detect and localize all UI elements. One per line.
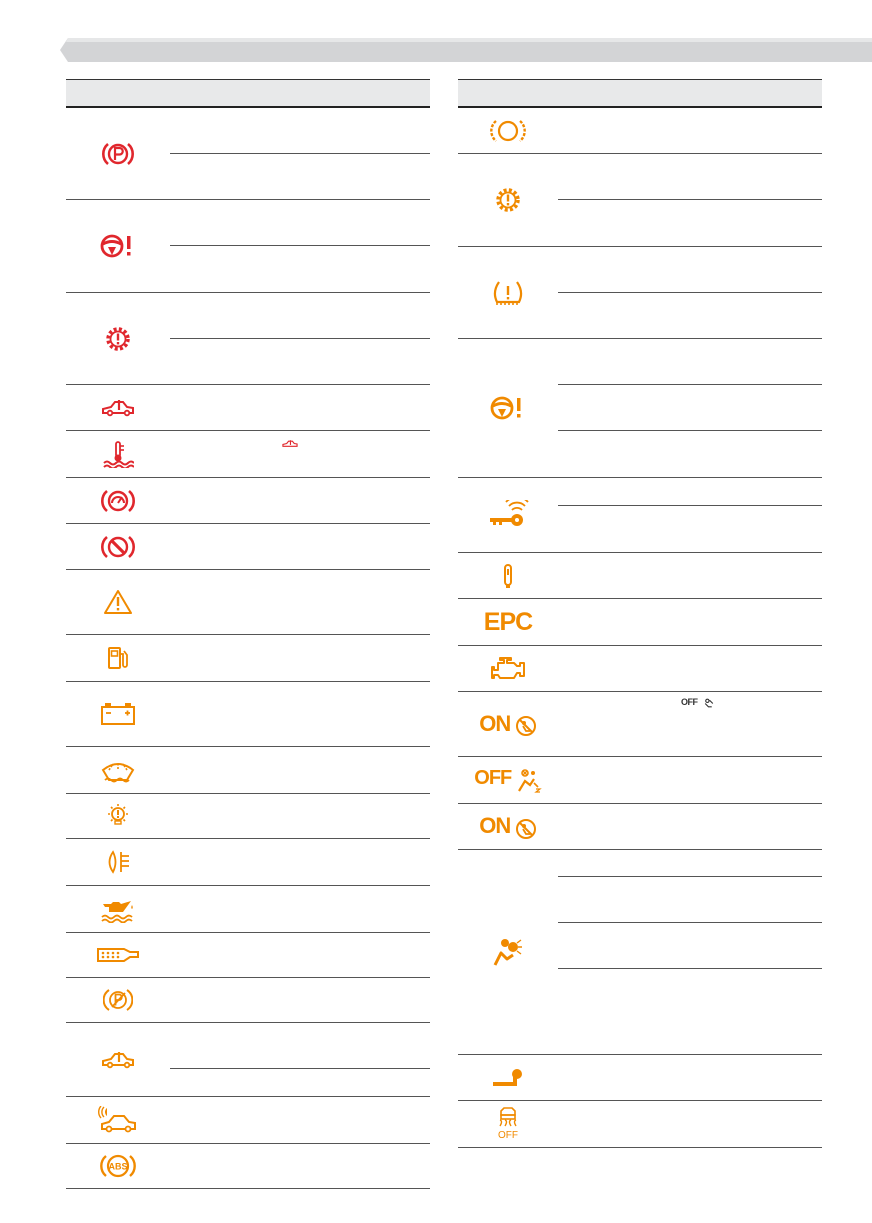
passenger-airbag-off-icon xyxy=(516,767,542,793)
table-row xyxy=(458,339,822,385)
abs-label: ABS xyxy=(108,1161,128,1172)
brake-pad-icon xyxy=(101,533,135,561)
icon-cell xyxy=(458,757,558,804)
icon-cell xyxy=(66,524,170,570)
icon-cell xyxy=(66,293,170,385)
passenger-airbag-off-small-label: OFF xyxy=(681,697,698,707)
passenger-airbag-on-label: ON xyxy=(479,813,511,839)
table-row xyxy=(458,154,822,200)
coolant-temperature-icon xyxy=(102,440,134,468)
icon-cell xyxy=(66,794,170,839)
table-row xyxy=(66,385,430,431)
door-open-icon xyxy=(101,398,135,418)
table-row xyxy=(66,1144,430,1189)
rear-fog-light-icon xyxy=(103,849,133,875)
passenger-airbag-on-icon xyxy=(515,715,537,737)
icon-cell xyxy=(458,692,558,757)
door-open-icon xyxy=(101,1050,135,1070)
table-row xyxy=(458,247,822,293)
icon-cell xyxy=(66,1144,170,1189)
table-row xyxy=(458,1101,822,1148)
passenger-airbag-on-label: ON xyxy=(479,710,511,736)
icon-cell xyxy=(66,682,170,747)
light-sensor-car-icon xyxy=(98,1106,138,1134)
passenger-airbag-off-small-icon xyxy=(703,698,715,708)
table-row xyxy=(458,646,822,692)
table-row xyxy=(458,553,822,599)
right-warning-table xyxy=(458,79,822,1148)
table-row xyxy=(458,692,822,757)
icon-cell xyxy=(458,1101,558,1148)
key-fob-icon xyxy=(502,562,514,590)
brake-wear-icon xyxy=(490,117,526,145)
icon-cell xyxy=(458,478,558,553)
icon-cell xyxy=(66,1023,170,1097)
gearbox-warning-icon xyxy=(494,186,522,214)
table-row xyxy=(66,431,430,478)
text-cell xyxy=(170,107,430,154)
table-row xyxy=(66,524,430,570)
table-row xyxy=(66,200,430,246)
icon-cell xyxy=(458,154,558,247)
esc-off-icon xyxy=(491,1107,525,1141)
table-row xyxy=(66,682,430,747)
left-warning-table xyxy=(66,79,430,1189)
steering-warning-icon xyxy=(98,233,138,259)
icon-cell xyxy=(66,747,170,794)
icon-cell xyxy=(66,200,170,293)
engine-check-icon xyxy=(489,656,527,682)
icon-cell xyxy=(66,478,170,524)
abs-icon xyxy=(100,1152,136,1180)
passenger-airbag-on-icon xyxy=(515,818,537,840)
icon-cell xyxy=(66,431,170,478)
icon-cell xyxy=(66,978,170,1023)
icon-cell xyxy=(66,886,170,933)
icon-cell xyxy=(458,850,558,1055)
fuel-pump-icon xyxy=(106,645,130,671)
icon-cell xyxy=(66,385,170,431)
icon-cell xyxy=(66,635,170,682)
icon-cell xyxy=(66,107,170,200)
table-row xyxy=(66,747,430,794)
tyre-pressure-icon xyxy=(491,279,525,307)
table-row xyxy=(66,107,430,154)
table-row xyxy=(458,599,822,646)
icon-cell xyxy=(66,570,170,635)
table-row xyxy=(66,839,430,886)
icon-cell xyxy=(458,804,558,850)
table-row xyxy=(458,850,822,877)
tow-hitch-icon xyxy=(490,1067,526,1089)
table-header xyxy=(458,80,822,108)
table-row xyxy=(66,886,430,933)
diesel-particulate-filter-icon xyxy=(96,944,140,966)
table-row xyxy=(66,1097,430,1144)
icon-cell xyxy=(66,1097,170,1144)
icon-cell xyxy=(458,553,558,599)
icon-cell xyxy=(458,646,558,692)
bulb-failure-icon xyxy=(103,802,133,830)
table-row xyxy=(458,107,822,154)
table-row xyxy=(458,478,822,506)
icon-cell xyxy=(458,339,558,478)
table-row xyxy=(66,570,430,635)
warning-triangle-icon xyxy=(103,589,133,615)
table-row xyxy=(66,794,430,839)
epc-icon: EPC xyxy=(483,607,533,636)
icon-cell xyxy=(458,107,558,154)
airbag-warning-icon xyxy=(491,937,525,967)
door-open-small-icon xyxy=(282,439,298,449)
remote-key-icon xyxy=(487,500,529,530)
table-row xyxy=(66,478,430,524)
table-row xyxy=(66,293,430,339)
parking-brake-icon xyxy=(100,140,136,168)
icon-cell xyxy=(458,1055,558,1101)
table-row xyxy=(66,978,430,1023)
parking-brake-fault-icon xyxy=(103,987,133,1013)
table-row xyxy=(458,804,822,850)
icon-cell xyxy=(66,839,170,886)
esc-off-label: OFF xyxy=(498,1130,518,1141)
table-header xyxy=(66,80,430,108)
oil-level-icon xyxy=(99,895,137,923)
icon-cell xyxy=(458,247,558,339)
table-row xyxy=(66,635,430,682)
washer-fluid-icon xyxy=(99,756,137,784)
table-row xyxy=(458,757,822,804)
table-row xyxy=(66,1023,430,1069)
battery-icon xyxy=(99,701,137,727)
steering-warning-icon xyxy=(488,395,528,421)
table-row xyxy=(66,933,430,978)
icon-cell xyxy=(66,933,170,978)
passenger-airbag-off-label: OFF xyxy=(474,767,512,790)
table-row xyxy=(458,1055,822,1101)
page-header-ribbon xyxy=(56,34,872,64)
gearbox-warning-icon xyxy=(104,325,132,353)
icon-cell xyxy=(458,599,558,646)
brake-booster-icon xyxy=(101,487,135,515)
